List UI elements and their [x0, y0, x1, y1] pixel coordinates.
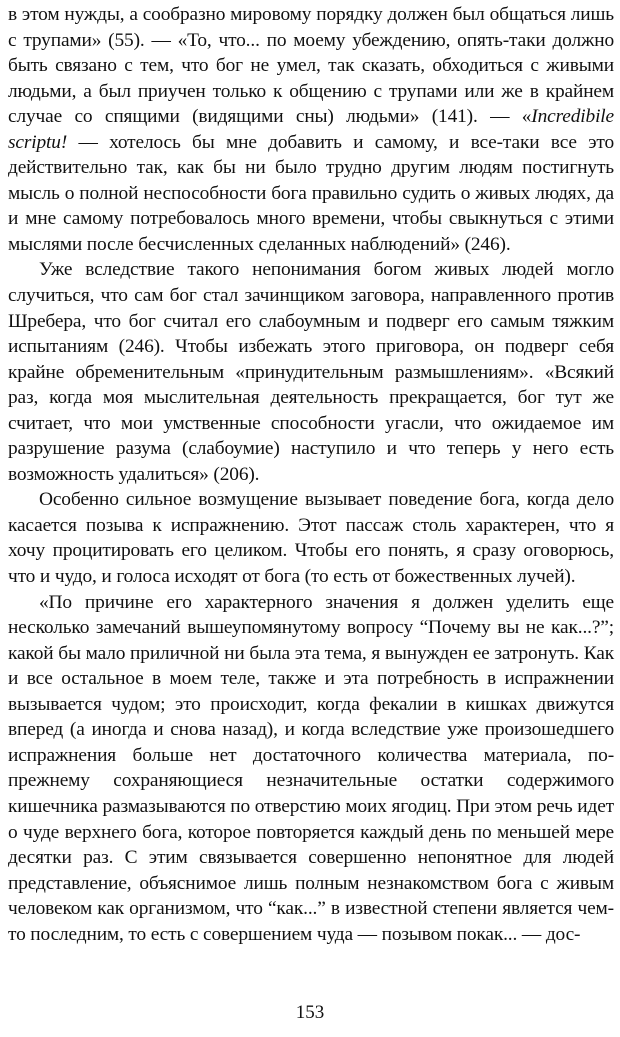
paragraph-1-text: в этом нужды, а сообразно мировому порядку должен был общаться лишь с трупами» (55). — «То, что... по моему убеждению, опять-таки должно быть связано с тем, что бог не умел, так сказать, обходиться с живыми людьми, а был приучен только к общению с трупами или же в крайнем случае со спящими (видящими сны) людьми» (141). — «: [8, 4, 614, 128]
latin-phrase: Incredibile scriptu!: [8, 106, 614, 153]
paragraph-2-text: Уже вследствие такого непонимания богом живых людей могло случиться, что сам бог стал зачинщиком заговора, направленного против Шребера, что бог считал его слабоумным и подверг его самым тяжким испытаниям (246). Чтобы избежать этого приговора, он подверг себя крайне обременительным «принудительным размышлениям». «Всякий раз, когда моя мыслительная деятельность прекращается, бог тут же считает, что мои умственные способности угасли, что ожидаемое им разрушение разума (слабоумие) наступило и что теперь у него есть возможность удалиться» (206).: [8, 259, 614, 485]
page-number: 153: [295, 1002, 325, 1023]
paragraph-4-text: «По причине его характерного значения я должен уделить еще несколько замечаний вышеупомянутому вопросу “Почему вы не как...?”; какой бы мало приличной ни была эта тема, я вынужден ее затронуть. Как и все остальное в моем теле, также и эта потребность в испражнении вызывается чудом; это происходит, когда фекалии в кишках движутся вперед (а иногда и снова назад), и когда вследствие уже произошедшего испражнения больше нет достаточного количества материала, по-прежнему сохраняющиеся незначительные остатки содержимого кишечника размазываются по отверстию моих ягодиц. При этом речь идет о чуде верхнего бога, которое повторяется каждый день по меньшей мере десятки раз. С этим связывается совершенно непонятное для людей представление, объяснимое лишь полным незнакомством бога с живым человеком как организмом, что “как...” в известной степени является чем-то последним, то есть с совершением чуда — позывом покак... — дос-: [8, 591, 614, 945]
body-text: [8, 2, 614, 947]
paragraph-3-text: Особенно сильное возмущение вызывает поведение бога, когда дело касается позыва к испражнению. Этот пассаж столь характерен, что я хочу процитировать его целиком. Чтобы его понять, я сразу оговорюсь, что и чудо, и голоса исходят от бога (то есть от божественных лучей).: [8, 489, 614, 588]
paragraph-1-text-continued: — хотелось бы мне добавить и самому, и все-таки все это действительно так, как бы ни было трудно другим людям постигнуть мысль о полной неспособности бога правильно судить о живых людях, да и мне самому потребовалось много времени, чтобы свыкнуться с этими мыслями после бесчисленных сделанных наблюдений» (246).: [8, 131, 614, 255]
paragraph-1: [8, 2, 614, 257]
paragraph-4: [8, 590, 614, 948]
paragraph-3: [8, 487, 614, 589]
paragraph-2: [8, 257, 614, 487]
